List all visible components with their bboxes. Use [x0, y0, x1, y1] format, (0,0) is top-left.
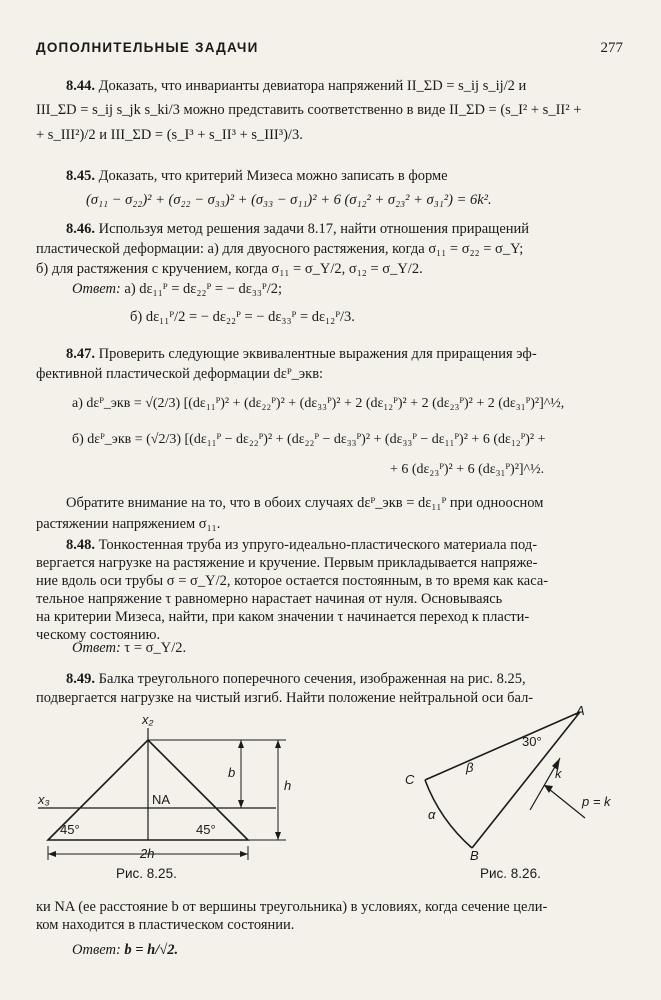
problem-8-49-line3: ки NA (ее расстояние b от вершины треугольника) в условиях, когда сечение цели- [36, 899, 548, 915]
problem-8-47-note1: Обратите внимание на то, что в обоих случаях dεᴾ_экв = dε₁₁ᴾ при одноосном [66, 495, 544, 511]
problem-8-48-line2: вергается нагрузке на растяжение и кручение. Первым прикладывается напряже- [36, 555, 538, 571]
problem-8-44-line1: 8.44. Доказать, что инварианты девиатора напряжений II_ΣD = s_ij s_ij/2 и [66, 78, 527, 94]
label-h: h [284, 778, 292, 793]
problem-8-47-equation-a: а) dεᴾ_экв = √(2/3) [(dε₁₁ᴾ)² + (dε₂₂ᴾ)² + (dε₃₃ᴾ)² + 2 (dε₁₂ᴾ)² + 2 (dε₂₃ᴾ)² + 2 (dε₃₁ᴾ)²]^½, [72, 396, 565, 411]
label-angle-left: 45° [60, 822, 80, 837]
label-beta: β [466, 760, 474, 775]
problem-8-49-line1: 8.49. Балка треугольного поперечного сечения, изображенная на рис. 8.25, [66, 671, 526, 687]
problem-8-46-answer-b: б) dε₁₁ᴾ/2 = − dε₂₂ᴾ = − dε₃₃ᴾ = dε₁₂ᴾ/3. [130, 309, 355, 325]
running-header: ДОПОЛНИТЕЛЬНЫЕ ЗАДАЧИ [36, 40, 259, 55]
problem-8-47-line2: фективной пластической деформации dεᴾ_экв: [36, 366, 324, 382]
label-A: A [576, 703, 585, 718]
problem-8-47-equation-b2: + 6 (dε₂₃ᴾ)² + 6 (dε₃₁ᴾ)²]^½. [390, 462, 545, 477]
page-number: 277 [600, 40, 623, 56]
problem-8-45-line1: 8.45. Доказать, что критерий Мизеса можно записать в форме [66, 168, 448, 184]
problem-8-48-line6: ческому состоянию. [36, 627, 161, 643]
problem-8-48-answer: Ответ: τ = σ_Y/2. [72, 640, 187, 656]
label-b: b [228, 765, 236, 780]
problem-8-48-line1: 8.48. Тонкостенная труба из упруго-идеально-пластического материала под- [66, 537, 538, 553]
problem-8-49-line4: ком находится в пластическом состоянии. [36, 917, 295, 933]
problem-8-46-line1: 8.46. Используя метод решения задачи 8.17, найти отношения приращений [66, 221, 530, 237]
label-2h: 2h [140, 846, 155, 861]
problem-8-45-equation: (σ₁₁ − σ₂₂)² + (σ₂₂ − σ₃₃)² + (σ₃₃ − σ₁₁)² + 6 (σ₁₂² + σ₂₃² + σ₃₁²) = 6k². [86, 192, 492, 208]
label-angle-right: 45° [196, 822, 216, 837]
problem-8-49-line2: подвергается нагрузке на чистый изгиб. Найти положение нейтральной оси бал- [36, 690, 534, 706]
caption-fig-8-26: Рис. 8.26. [480, 866, 541, 881]
problem-8-48-line3: ние вдоль оси трубы σ = σ_Y/2, которое остается постоянным, в то время как каса- [36, 573, 549, 589]
problem-8-44-line2: III_ΣD = s_ij s_jk s_ki/3 можно представить соответственно в виде II_ΣD = (s_I² + s_II² + [36, 102, 582, 118]
problem-8-47-note2: растяжении напряжением σ₁₁. [36, 516, 221, 532]
problem-8-46-line3: б) для растяжения с кручением, когда σ₁₁ = σ_Y/2, σ₁₂ = σ_Y/2. [36, 261, 423, 277]
edge-a-b [472, 712, 580, 848]
problem-8-47-equation-b1: б) dεᴾ_экв = (√2/3) [(dε₁₁ᴾ − dε₂₂ᴾ)² + (dε₂₂ᴾ − dε₃₃ᴾ)² + (dε₃₃ᴾ − dε₁₁ᴾ)² + 6 (dε₁₂ᴾ)² + [72, 432, 546, 447]
label-na: NA [152, 792, 171, 807]
problem-8-44-line3: + s_III²)/2 и III_ΣD = (s_I³ + s_II³ + s_III³)/3. [36, 127, 303, 143]
problem-8-48-line5: на критерии Мизеса, найти, при каком значении τ начинается переход к пласти- [36, 609, 530, 625]
label-p: p = k [582, 794, 611, 809]
label-30-deg: 30° [522, 734, 542, 749]
problem-8-48-line4: тельное напряжение τ равномерно нарастает начиная от нуля. Основываясь [36, 591, 503, 607]
problem-8-46-line2: пластической деформации: а) для двуосного растяжения, когда σ₁₁ = σ₂₂ = σ_Y; [36, 241, 524, 257]
label-x3: x₃ [38, 792, 50, 807]
problem-8-49-answer: Ответ: b = h/√2. [72, 942, 179, 958]
label-C: C [405, 772, 415, 787]
problem-8-46-answer-a: Ответ: а) dε₁₁ᴾ = dε₂₂ᴾ = − dε₃₃ᴾ/2; [72, 281, 283, 297]
triangle-section-drawing [36, 718, 336, 868]
label-x2: x₂ [142, 712, 154, 727]
label-k: k [555, 766, 562, 781]
problem-8-47-line1: 8.47. Проверить следующие эквивалентные выражения для приращения эф- [66, 346, 537, 362]
label-B: B [470, 848, 479, 863]
label-alpha: α [428, 807, 436, 822]
caption-fig-8-25: Рис. 8.25. [116, 866, 177, 881]
wedge-drawing [400, 700, 640, 870]
